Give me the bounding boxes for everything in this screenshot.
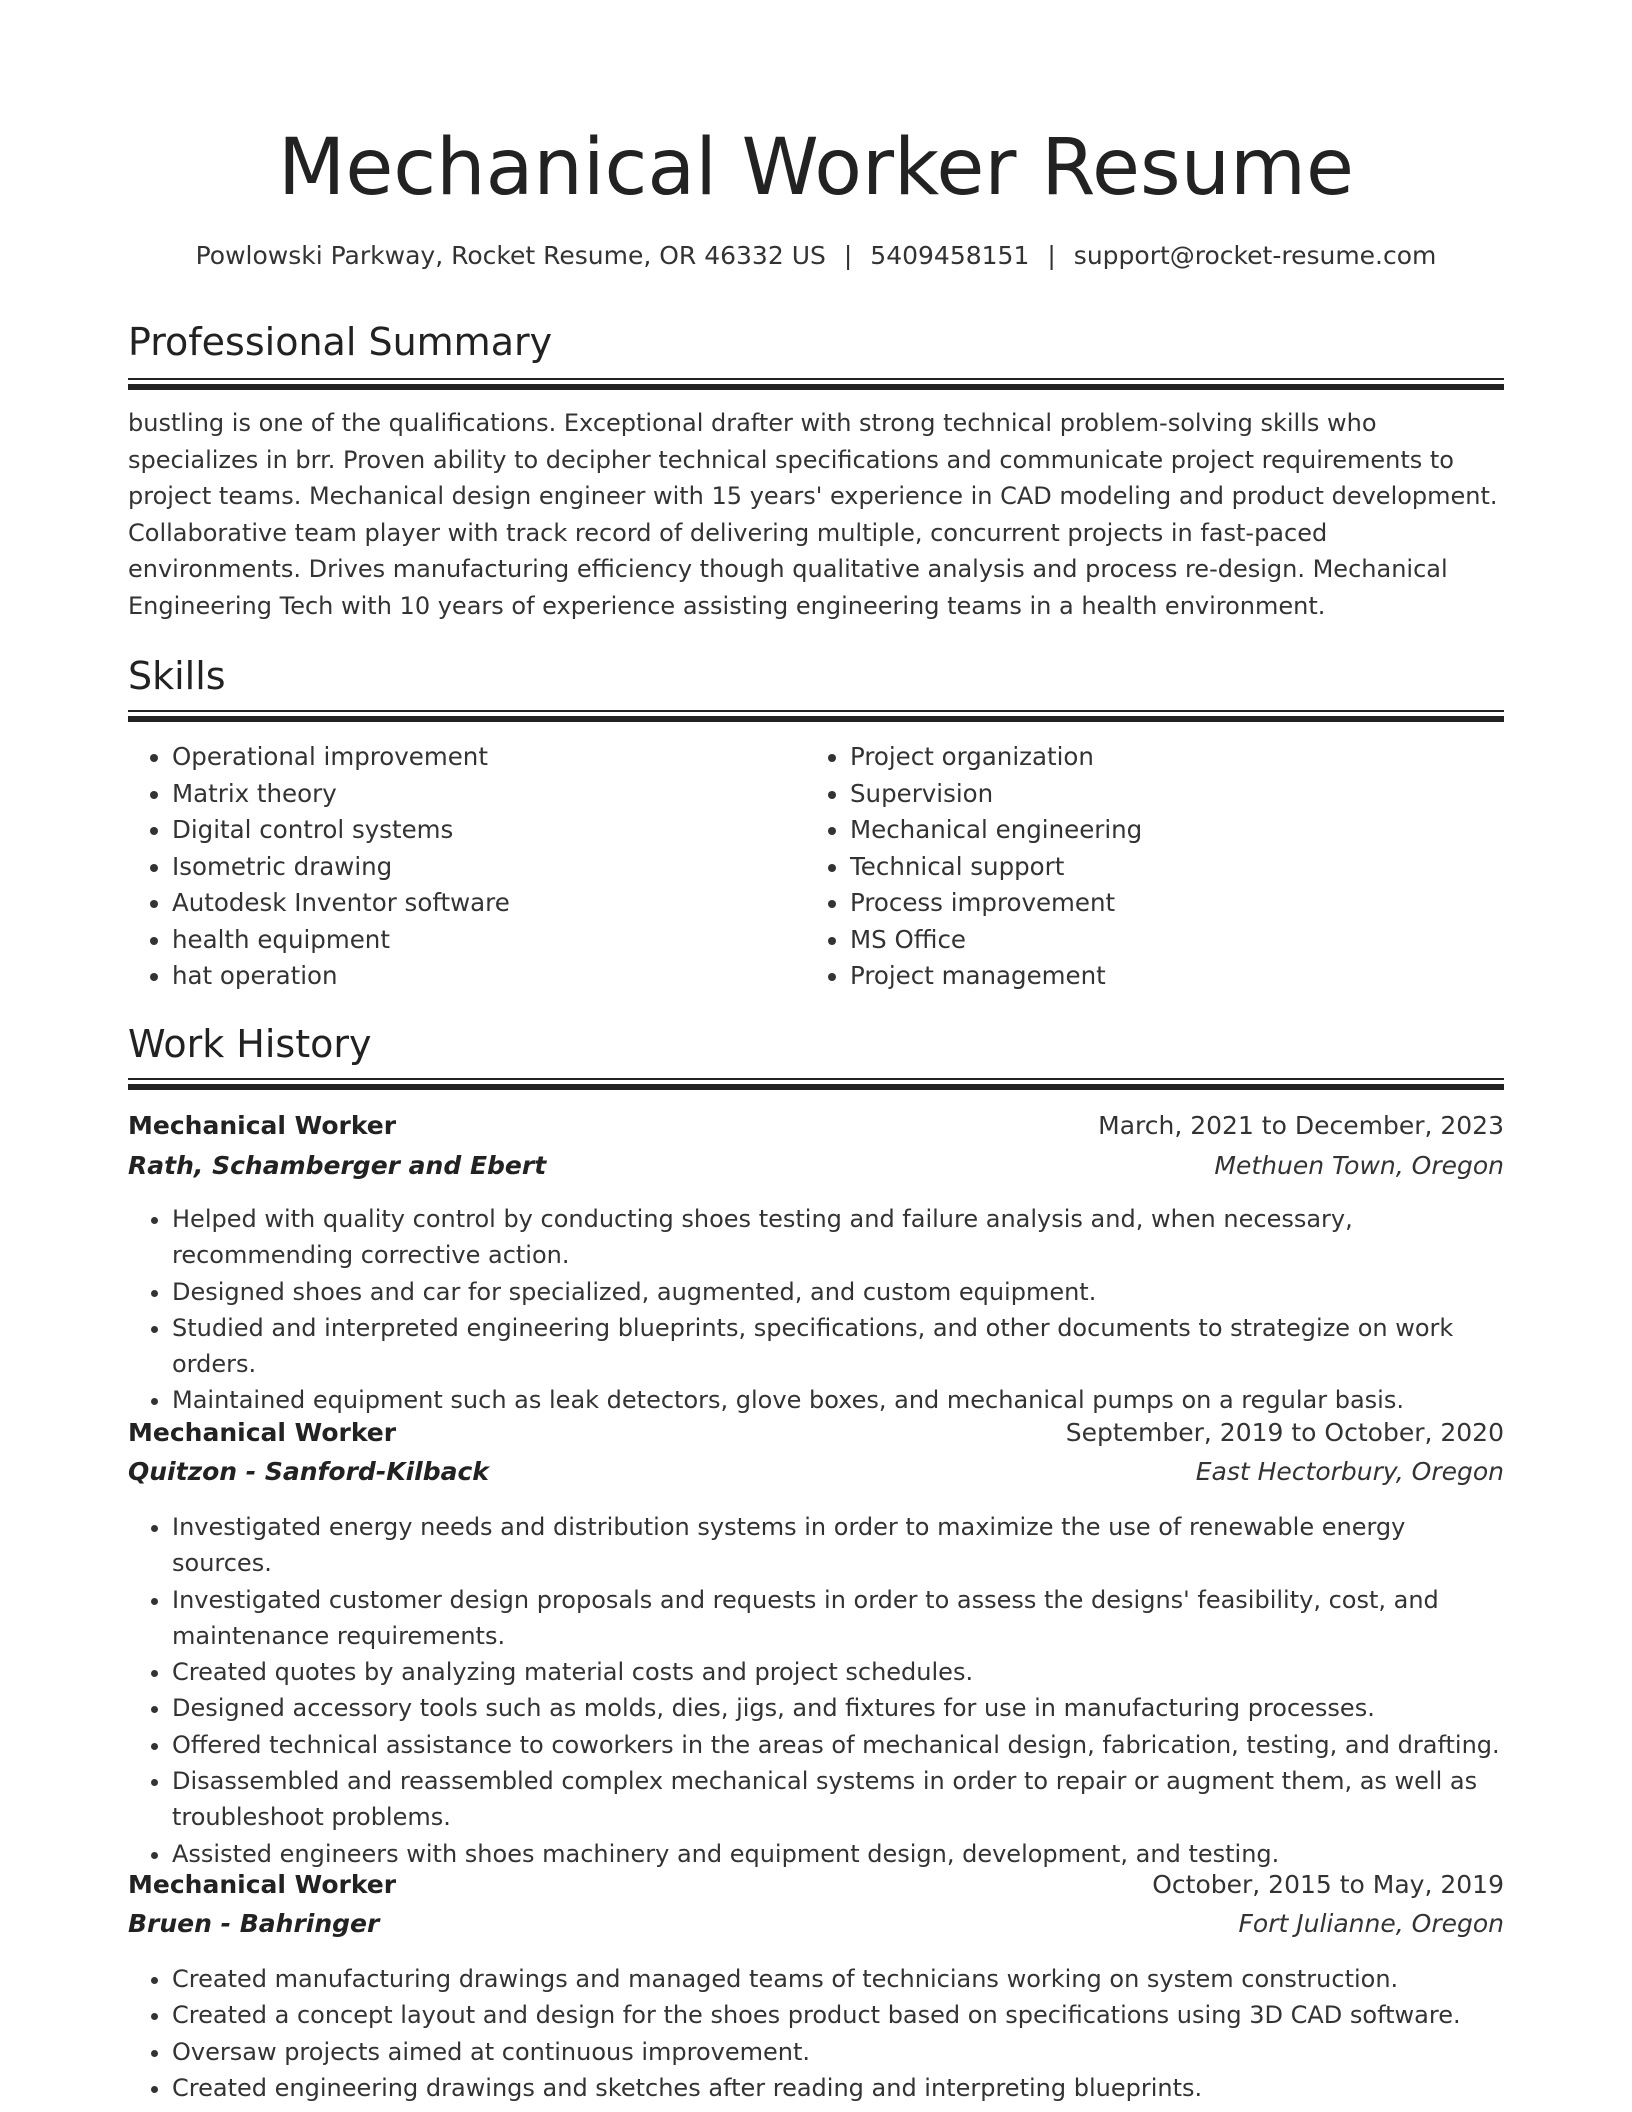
job-bullet: • Studied and interpreted engineering blueprints, specifications, and other documents to strategize on work orders. — [172, 1310, 1504, 1383]
section-title-summary: Professional Summary — [128, 320, 553, 364]
summary-text: bustling is one of the qualifications. Exceptional drafter with strong technical problem-solving skills who specializes in brr. Proven ability to decipher technical specifications and communicate project requirements to project teams. Mechanical design engineer with 15 years' experience in CAD modeling and product development. Collaborative team player with track record of delivering multiple, concurrent projects in fast-paced environments. Drives manufacturing efficiency though qualitative analysis and process re-design. Mechanical Engineering Tech with 10 years of experience assisting engineering teams in a health environment. — [128, 409, 1498, 620]
job-bullet: • Maintained equipment such as leak detectors, glove boxes, and mechanical pumps on a regular basis. — [172, 1382, 1504, 1418]
job-dates: March, 2021 to December, 2023 — [1098, 1111, 1504, 1140]
section-divider — [128, 710, 1504, 724]
address: Powlowski Parkway, Rocket Resume, OR 46332 US — [195, 241, 826, 270]
job-bullet: • Helped with quality control by conducting shoes testing and failure analysis and, when necessary, recommending corrective action. — [172, 1201, 1504, 1274]
section-title-work: Work History — [128, 1022, 372, 1066]
skill-item: • Autodesk Inventor software — [172, 885, 802, 922]
contact-line — [128, 238, 1504, 274]
skill-item: • Project organization — [850, 739, 1490, 776]
job-bullet: • Offered technical assistance to coworkers in the areas of mechanical design, fabrication, testing, and drafting. — [172, 1727, 1504, 1763]
job-title: Mechanical Worker — [128, 1418, 397, 1447]
job-bullets — [128, 1201, 1504, 1419]
skill-item: • health equipment — [172, 922, 802, 959]
job-dates: September, 2019 to October, 2020 — [1065, 1418, 1504, 1447]
resume-title: Mechanical Worker Resume — [278, 123, 1354, 213]
job-bullet: • Assisted engineers with shoes machinery and equipment design, development, and testing. — [172, 1836, 1504, 1872]
job-bullet: • Oversaw projects aimed at continuous improvement. — [172, 2034, 1504, 2070]
job-bullet: • Designed shoes and car for specialized, augmented, and custom equipment. — [172, 1274, 1504, 1310]
section-title-skills: Skills — [128, 654, 226, 698]
job-company: Bruen - Bahringer — [128, 1909, 380, 1938]
job-bullet: • Designed accessory tools such as molds, dies, jigs, and fixtures for use in manufacturing processes. — [172, 1690, 1504, 1726]
job-title: Mechanical Worker — [128, 1111, 397, 1140]
job-company: Rath, Schamberger and Ebert — [128, 1151, 547, 1180]
skill-item: • Isometric drawing — [172, 849, 802, 886]
skill-item: • Mechanical engineering — [850, 812, 1490, 849]
job-bullet: • Disassembled and reassembled complex mechanical systems in order to repair or augment them, as well as troubleshoot problems. — [172, 1763, 1504, 1836]
contact-separator: | — [1047, 241, 1056, 270]
skill-item: • Operational improvement — [172, 739, 802, 776]
job-bullet: • Created a concept layout and design for the shoes product based on specifications using 3D CAD software. — [172, 1997, 1504, 2033]
contact-separator: | — [843, 241, 853, 270]
skill-item: • MS Office — [850, 922, 1490, 959]
skill-item: • hat operation — [172, 958, 802, 995]
phone: 5409458151 — [870, 241, 1030, 270]
job-bullet: • Created quotes by analyzing material costs and project schedules. — [172, 1654, 1504, 1690]
skill-item: • Supervision — [850, 776, 1490, 813]
job-bullets — [128, 1961, 1504, 2106]
skills-list-right — [806, 739, 1490, 995]
skill-item: • Process improvement — [850, 885, 1490, 922]
job-bullets — [128, 1509, 1504, 1872]
job-location: Methuen Town, Oregon — [1214, 1151, 1504, 1180]
section-divider — [128, 378, 1504, 392]
job-bullet: • Investigated customer design proposals and requests in order to assess the designs' feasibility, cost, and maintenance requirements. — [172, 1582, 1504, 1655]
job-title: Mechanical Worker — [128, 1870, 397, 1899]
skill-item: • Project management — [850, 958, 1490, 995]
skill-item: • Matrix theory — [172, 776, 802, 813]
job-bullet: • Investigated energy needs and distribution systems in order to maximize the use of renewable energy sources. — [172, 1509, 1504, 1582]
email: support@rocket-resume.com — [1073, 241, 1437, 270]
section-divider — [128, 1078, 1504, 1092]
job-dates: October, 2015 to May, 2019 — [1152, 1870, 1504, 1899]
skill-item: • Technical support — [850, 849, 1490, 886]
skills-list-left — [128, 739, 802, 995]
job-bullet: • Created manufacturing drawings and managed teams of technicians working on system construction. — [172, 1961, 1504, 1997]
job-bullet: • Created engineering drawings and sketches after reading and interpreting blueprints. — [172, 2070, 1504, 2106]
job-location: Fort Julianne, Oregon — [1238, 1909, 1504, 1938]
job-company: Quitzon - Sanford-Kilback — [128, 1457, 489, 1486]
skill-item: • Digital control systems — [172, 812, 802, 849]
job-location: East Hectorbury, Oregon — [1195, 1457, 1504, 1486]
